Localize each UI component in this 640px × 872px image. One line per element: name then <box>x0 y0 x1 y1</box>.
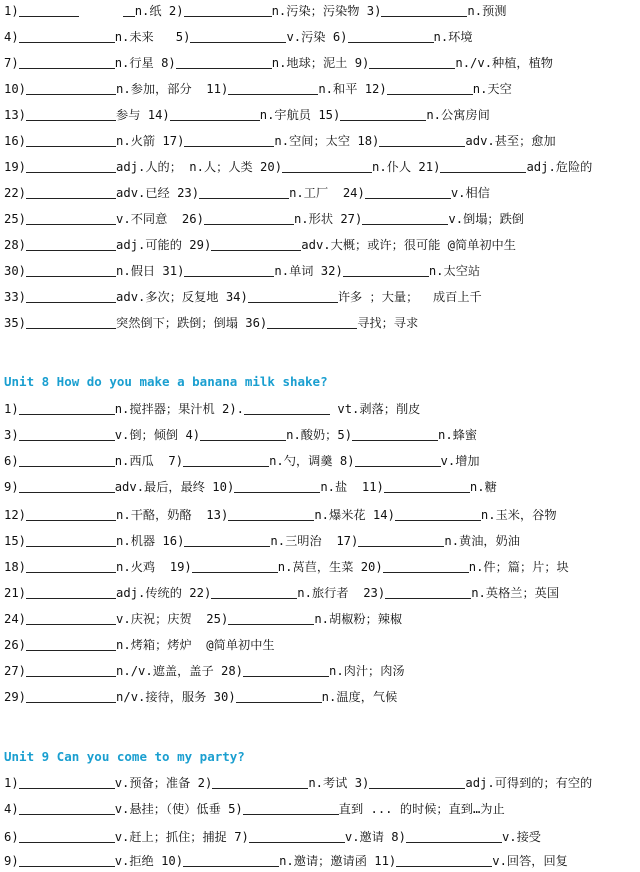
vocab-text: adj.传统的 22) <box>116 586 212 600</box>
vocab-text: n.爆米花 14) <box>314 508 395 522</box>
answer-blank <box>369 55 455 69</box>
vocab-text: 3) <box>4 428 19 442</box>
answer-blank <box>396 853 492 867</box>
vocab-text: 4) <box>4 30 19 44</box>
vocab-text: 参与 14) <box>116 108 170 122</box>
vocab-text: n.干酪，奶酪 13) <box>116 508 229 522</box>
vocab-text: n.考试 3) <box>308 776 370 790</box>
vocab-text: n.火鸡 19) <box>116 560 192 574</box>
vocab-row <box>4 662 405 680</box>
answer-blank <box>362 211 448 225</box>
answer-blank <box>19 829 115 843</box>
answer-blank <box>183 453 269 467</box>
vocab-text: n.火箭 17) <box>116 134 185 148</box>
vocab-text: 30) <box>4 264 27 278</box>
vocab-row <box>4 106 490 124</box>
answer-blank <box>170 107 260 121</box>
answer-blank <box>249 829 345 843</box>
vocab-text: n.邀请；邀请函 11) <box>279 854 397 868</box>
vocab-text: v.倒；倾倒 4) <box>114 428 201 442</box>
vocab-text: adj.可得到的；有空的 <box>465 776 593 790</box>
vocab-row <box>4 800 505 818</box>
vocab-text: n.行星 8) <box>114 56 176 70</box>
answer-blank <box>355 453 441 467</box>
vocab-text: 24) <box>4 612 27 626</box>
answer-blank <box>384 479 470 493</box>
vocab-row <box>4 584 559 602</box>
answer-blank <box>228 507 314 521</box>
vocab-text: n.形状 27) <box>293 212 363 226</box>
vocab-text: v.邀请 8) <box>344 830 406 844</box>
vocab-row <box>4 774 592 792</box>
vocab-text: n.参加，部分 11) <box>116 82 229 96</box>
answer-blank <box>199 185 289 199</box>
vocab-text: n.地球；泥土 9) <box>271 56 370 70</box>
vocab-row <box>4 452 480 470</box>
vocab-row <box>4 828 541 846</box>
answer-blank <box>348 29 434 43</box>
answer-blank <box>369 775 465 789</box>
vocab-text: n.糖 <box>469 480 497 494</box>
vocab-text: 1) <box>4 402 19 416</box>
vocab-text: 1) <box>4 776 19 790</box>
answer-blank <box>406 829 502 843</box>
vocab-text: 16) <box>4 134 27 148</box>
vocab-text: adv.已经 23) <box>116 186 200 200</box>
vocab-text: 27) <box>4 664 27 678</box>
answer-blank <box>243 801 339 815</box>
vocab-text: n.污染；污染物 3) <box>271 4 382 18</box>
answer-blank <box>19 801 115 815</box>
vocab-text: 13) <box>4 108 27 122</box>
vocab-text: n.西瓜 7) <box>114 454 184 468</box>
answer-blank <box>211 237 301 251</box>
vocab-row <box>4 400 420 418</box>
answer-blank <box>387 81 473 95</box>
answer-blank <box>19 775 115 789</box>
answer-blank <box>19 55 115 69</box>
vocab-row <box>4 28 473 46</box>
vocab-text: n.机器 16) <box>116 534 185 548</box>
unit-heading: Unit 8 How do you make a banana milk shake? <box>4 374 328 389</box>
vocab-text: n.旅行者 23) <box>297 586 386 600</box>
vocab-row <box>4 688 397 706</box>
answer-blank <box>343 263 429 277</box>
vocab-row <box>4 314 418 332</box>
vocab-text: n.公寓房间 <box>426 108 490 122</box>
vocab-text: adj.人的； n.人；人类 20) <box>116 160 283 174</box>
vocab-text: n/v.接待，服务 30) <box>116 690 236 704</box>
vocab-row <box>4 852 568 870</box>
answer-blank <box>365 185 451 199</box>
answer-blank <box>26 263 116 277</box>
vocab-row <box>4 288 482 306</box>
answer-blank <box>184 3 272 17</box>
vocab-text: v.不同意 26) <box>116 212 204 226</box>
answer-blank <box>352 427 438 441</box>
vocab-text: v.拒绝 10) <box>114 854 184 868</box>
vocab-row <box>4 532 520 550</box>
vocab-text: n.空间；太空 18) <box>274 134 380 148</box>
vocab-text: n.单词 32) <box>274 264 343 278</box>
vocab-text: n.环境 <box>433 30 473 44</box>
vocab-row <box>4 80 512 98</box>
answer-blank <box>358 533 444 547</box>
vocab-text: n./v.种植，植物 <box>455 56 553 70</box>
answer-blank <box>267 315 357 329</box>
vocab-text: n.太空站 <box>428 264 481 278</box>
vocab-text: v.接受 <box>501 830 541 844</box>
answer-blank <box>212 775 308 789</box>
vocab-text: adv.最后，最终 10) <box>114 480 235 494</box>
answer-blank <box>19 453 115 467</box>
vocab-text: adv.甚至；愈加 <box>465 134 556 148</box>
vocab-text: 25) <box>4 212 27 226</box>
vocab-text: v.倒塌；跌倒 <box>448 212 524 226</box>
vocab-text: n.预测 <box>467 4 507 18</box>
vocab-text: 9) <box>4 480 19 494</box>
vocab-text: 18) <box>4 560 27 574</box>
vocab-row <box>4 426 477 444</box>
vocab-row <box>4 2 506 20</box>
vocab-text: 10) <box>4 82 27 96</box>
vocab-text: n.酸奶；5) <box>286 428 353 442</box>
answer-blank <box>19 401 115 415</box>
answer-blank <box>26 107 116 121</box>
vocab-text: 33) <box>4 290 27 304</box>
answer-blank <box>26 237 116 251</box>
answer-blank <box>26 211 116 225</box>
answer-blank <box>26 663 116 677</box>
answer-blank <box>26 315 116 329</box>
vocab-text: adj.可能的 29) <box>116 238 212 252</box>
vocab-text: n.烤箱；烤炉 @简单初中生 <box>116 638 275 652</box>
vocab-text: v.悬挂；（使）低垂 5) <box>114 802 243 816</box>
vocab-text: v.赶上；抓住；捕捉 7) <box>114 830 249 844</box>
vocab-text: 29) <box>4 690 27 704</box>
vocab-text: n.天空 <box>472 82 512 96</box>
vocab-text: n.肉汁；肉汤 <box>329 664 405 678</box>
vocab-text: n./v.遮盖，盖子 28) <box>116 664 243 678</box>
answer-blank <box>19 427 115 441</box>
vocab-row <box>4 210 524 228</box>
vocab-text: 9) <box>4 854 19 868</box>
answer-blank <box>26 637 116 651</box>
answer-blank <box>26 185 116 199</box>
answer-blank <box>19 853 115 867</box>
answer-blank <box>340 107 426 121</box>
vocab-text: n.宇航员 15) <box>259 108 341 122</box>
answer-blank <box>228 611 314 625</box>
vocab-text: n.英格兰；英国 <box>471 586 560 600</box>
vocab-text: 35) <box>4 316 27 330</box>
vocab-text: n.搅拌器；果汁机 2). <box>114 402 245 416</box>
vocab-row <box>4 158 592 176</box>
answer-blank <box>234 479 320 493</box>
vocab-text: n.玉米，谷物 <box>480 508 557 522</box>
vocab-row <box>4 54 553 72</box>
answer-blank <box>248 289 338 303</box>
vocab-text: 22) <box>4 186 27 200</box>
vocab-text: 7) <box>4 56 19 70</box>
vocab-text: n.温度，气候 <box>321 690 398 704</box>
answer-blank <box>395 507 481 521</box>
answer-blank <box>19 479 115 493</box>
answer-blank <box>236 689 322 703</box>
vocab-text: n.件；篇；片；块 <box>468 560 569 574</box>
vocab-text: n.三明治 17) <box>270 534 359 548</box>
vocab-text: 寻找；寻求 <box>357 316 419 330</box>
answer-blank <box>184 533 270 547</box>
vocab-text: n.胡椒粉；辣椒 <box>314 612 403 626</box>
answer-blank <box>26 585 116 599</box>
answer-blank <box>26 533 116 547</box>
vocab-text: 1) <box>4 4 19 18</box>
vocab-text: n.黄油，奶油 <box>444 534 520 548</box>
answer-blank <box>26 689 116 703</box>
vocab-text: n.仆人 21) <box>372 160 441 174</box>
vocab-text: v.增加 <box>440 454 480 468</box>
vocab-text: adj.危险的 <box>526 160 593 174</box>
vocab-text: 15) <box>4 534 27 548</box>
answer-blank <box>26 559 116 573</box>
vocab-text: n.勺，调羹 8) <box>269 454 355 468</box>
vocab-text: 6) <box>4 830 19 844</box>
answer-blank <box>183 853 279 867</box>
vocab-row <box>4 478 497 496</box>
vocab-text: 12) <box>4 508 27 522</box>
answer-blank <box>385 585 471 599</box>
vocab-text: n.工厂 24) <box>289 186 365 200</box>
answer-blank <box>26 289 116 303</box>
answer-blank <box>123 3 135 17</box>
vocab-row <box>4 132 556 150</box>
answer-blank <box>184 133 274 147</box>
answer-blank <box>228 81 318 95</box>
answer-blank <box>244 401 330 415</box>
vocab-row <box>4 184 490 202</box>
answer-blank <box>192 559 278 573</box>
vocab-text: vt.剥落；削皮 <box>330 402 421 416</box>
answer-blank <box>26 159 116 173</box>
vocab-text: 28) <box>4 238 27 252</box>
answer-blank <box>19 29 115 43</box>
vocab-text: n.假日 31) <box>116 264 185 278</box>
vocab-row <box>4 610 402 628</box>
vocab-text <box>79 4 123 18</box>
vocab-text: 26) <box>4 638 27 652</box>
answer-blank <box>26 81 116 95</box>
answer-blank <box>26 507 116 521</box>
answer-blank <box>204 211 294 225</box>
answer-blank <box>184 263 274 277</box>
answer-blank <box>26 133 116 147</box>
vocab-text: 19) <box>4 160 27 174</box>
vocab-row <box>4 558 569 576</box>
answer-blank <box>190 29 286 43</box>
answer-blank <box>176 55 272 69</box>
vocab-text: n.和平 12) <box>318 82 387 96</box>
vocab-text: 4) <box>4 802 19 816</box>
vocab-text: adv.大概；或许；很可能 @简单初中生 <box>301 238 516 252</box>
vocab-text: adv.多次；反复地 34) <box>116 290 248 304</box>
vocab-text: v.庆祝；庆贺 25) <box>116 612 229 626</box>
answer-blank <box>379 133 465 147</box>
vocab-text: v.预备；准备 2) <box>114 776 213 790</box>
vocab-text: v.污染 6) <box>286 30 348 44</box>
vocab-row <box>4 236 516 254</box>
vocab-text: n.蜂蜜 <box>438 428 478 442</box>
vocab-text: 21) <box>4 586 27 600</box>
answer-blank <box>200 427 286 441</box>
vocab-text: 6) <box>4 454 19 468</box>
vocab-text: 突然倒下；跌倒；倒塌 36) <box>116 316 268 330</box>
answer-blank <box>282 159 372 173</box>
unit-heading: Unit 9 Can you come to my party? <box>4 749 245 764</box>
answer-blank <box>243 663 329 677</box>
vocab-text: v.回答，回复 <box>492 854 568 868</box>
vocab-text: n.莴苣，生菜 20) <box>277 560 383 574</box>
answer-blank <box>26 611 116 625</box>
vocab-text: n.盐 11) <box>320 480 384 494</box>
vocab-text: 许多 ；大量； 成百上千 <box>337 290 482 304</box>
vocab-row <box>4 506 557 524</box>
answer-blank <box>19 3 79 17</box>
answer-blank <box>211 585 297 599</box>
answer-blank <box>381 3 467 17</box>
vocab-text: n.未来 5) <box>114 30 191 44</box>
vocab-row <box>4 262 480 280</box>
answer-blank <box>383 559 469 573</box>
vocab-text: n.纸 2) <box>134 4 184 18</box>
vocab-row <box>4 636 275 654</box>
vocab-text: v.相信 <box>450 186 490 200</box>
vocab-text: 直到 ... 的时候；直到…为止 <box>338 802 505 816</box>
answer-blank <box>440 159 526 173</box>
